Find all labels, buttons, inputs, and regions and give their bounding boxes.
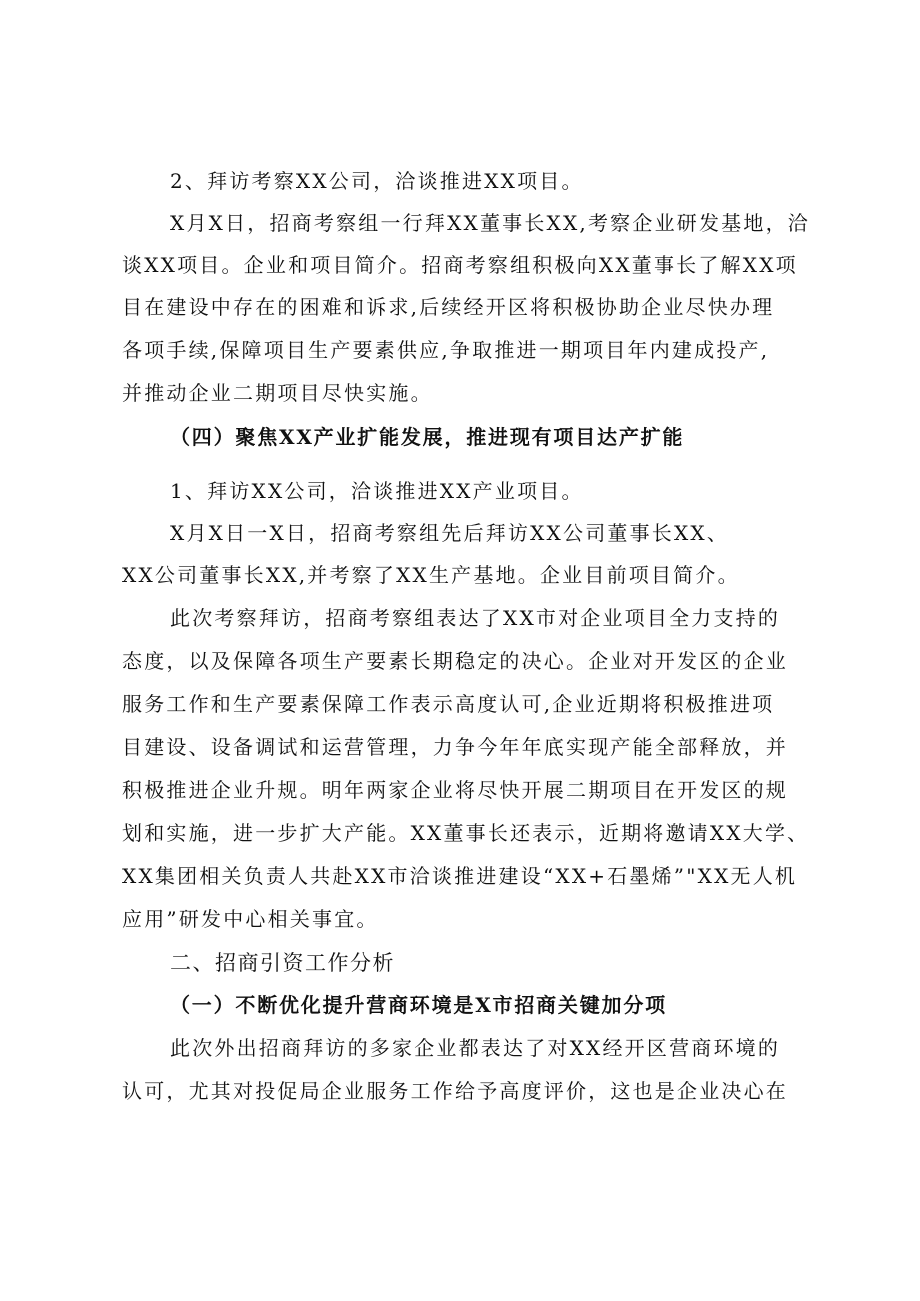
paragraph-line: 应用”研发中心相关事宜。 xyxy=(122,907,379,931)
paragraph-item-heading: 1、拜访XX公司，洽谈推进XX产业项目。 xyxy=(170,479,584,503)
paragraph-line: 此次考察拜访，招商考察组表达了XX市对企业项目全力支持的 xyxy=(170,606,781,630)
paragraph-line: X月X日，招商考察组一行拜XX董事长XX,考察企业研发基地，洽 xyxy=(170,211,810,235)
paragraph-line: 服务工作和生产要素保障工作表示高度认可,企业近期将积极推进项 xyxy=(122,692,775,716)
section-heading-four: （四）聚焦XX产业扩能发展，推进现有项目达产扩能 xyxy=(170,425,685,449)
paragraph-line: 此次外出招商拜访的多家企业都表达了对XX经开区营商环境的 xyxy=(170,1036,781,1060)
paragraph-line: XX集团相关负责人共赴XX市洽谈推进建设“XX+石墨烯”"XX无人机 xyxy=(122,864,798,888)
paragraph-line: 积极推进企业升规。明年两家企业将尽快开展二期项目在开发区的规 xyxy=(122,778,788,802)
paragraph-line: 并推动企业二期项目尽快实施。 xyxy=(122,381,433,405)
paragraph-line: 谈XX项目。企业和项目简介。招商考察组积极向XX董事长了解XX项 xyxy=(122,253,798,277)
paragraph-line: 目建设、设备调试和运营管理，力争今年年底实现产能全部释放，并 xyxy=(122,735,788,759)
paragraph-line: X月X日一X日，招商考察组先后拜访XX公司董事长XX、 xyxy=(170,521,730,545)
paragraph-line: 各项手续,保障项目生产要素供应,争取推进一期项目年内建成投产, xyxy=(122,338,770,362)
paragraph-line: 目在建设中存在的困难和诉求,后续经开区将积极协助企业尽快办理 xyxy=(122,295,775,319)
paragraph-line: 态度，以及保障各项生产要素长期稳定的决心。企业对开发区的企业 xyxy=(122,649,788,673)
paragraph-line: XX公司董事长XX,并考察了XX生产基地。企业目前项目简介。 xyxy=(122,563,740,587)
section-heading-one: （一）不断优化提升营商环境是X市招商关键加分项 xyxy=(170,993,667,1017)
paragraph-line: 认可，尤其对投促局企业服务工作给予高度评价，这也是企业决心在 xyxy=(122,1079,788,1103)
paragraph-line: 划和实施，进一步扩大产能。XX董事长还表示，近期将邀请XX大学、 xyxy=(122,821,810,845)
paragraph-item-heading: 2、拜访考察XX公司，洽谈推进XX项目。 xyxy=(170,169,584,193)
chapter-heading-two: 二、招商引资工作分析 xyxy=(170,951,395,975)
